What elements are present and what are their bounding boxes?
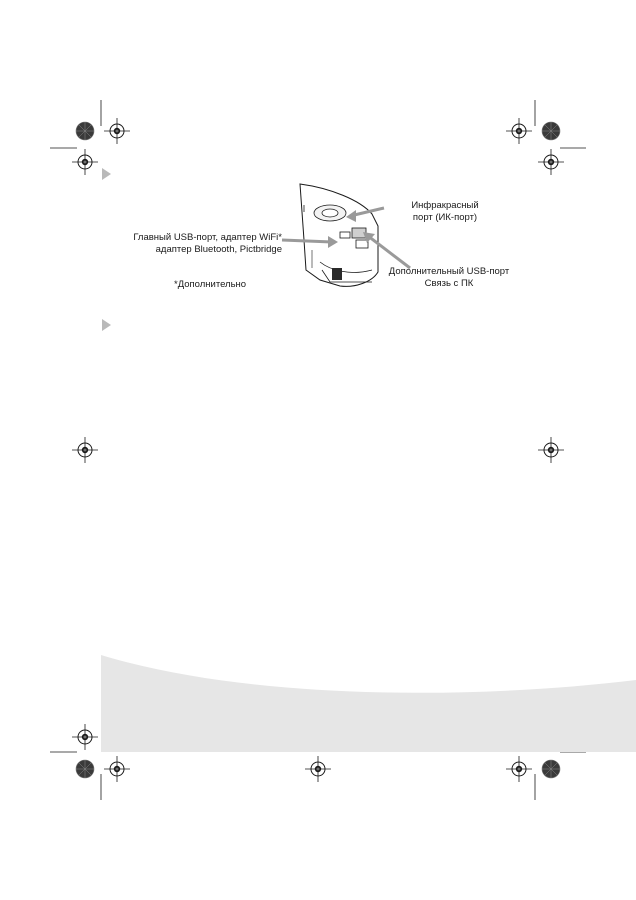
color-bar-icon bbox=[542, 760, 560, 778]
ir-port-label-line2: порт (ИК-порт) bbox=[412, 212, 478, 223]
registration-mark-icon bbox=[305, 756, 331, 782]
main-usb-label bbox=[110, 232, 282, 256]
footnote: *Дополнительно bbox=[174, 279, 247, 290]
aux-usb-label-line2: Связь с ПК bbox=[424, 278, 474, 289]
registration-mark-icon bbox=[72, 724, 98, 750]
registration-mark-icon bbox=[104, 756, 130, 782]
registration-mark-icon bbox=[506, 118, 532, 144]
main-usb-label-line1: Главный USB-порт, адаптер WiFi* bbox=[133, 232, 282, 243]
aux-usb-label-line1: Дополнительный USB-порт bbox=[388, 266, 510, 277]
ir-port-label bbox=[392, 200, 498, 224]
color-bar-icon bbox=[542, 122, 560, 140]
registration-mark-icon bbox=[72, 437, 98, 463]
registration-mark-icon bbox=[538, 149, 564, 175]
registration-mark-icon bbox=[506, 756, 532, 782]
triangle-bullet-icon bbox=[102, 168, 111, 180]
ir-port-label-line1: Инфракрасный bbox=[411, 200, 479, 211]
registration-mark-icon bbox=[538, 437, 564, 463]
registration-mark-icon bbox=[104, 118, 130, 144]
main-usb-label-line2: адаптер Bluetooth, Pictbridge bbox=[155, 244, 282, 255]
color-bar-icon bbox=[76, 760, 94, 778]
color-bar-icon bbox=[76, 122, 94, 140]
footer-band bbox=[101, 655, 636, 752]
triangle-bullet-icon bbox=[102, 319, 111, 331]
registration-mark-icon bbox=[72, 149, 98, 175]
aux-usb-label bbox=[374, 266, 524, 290]
